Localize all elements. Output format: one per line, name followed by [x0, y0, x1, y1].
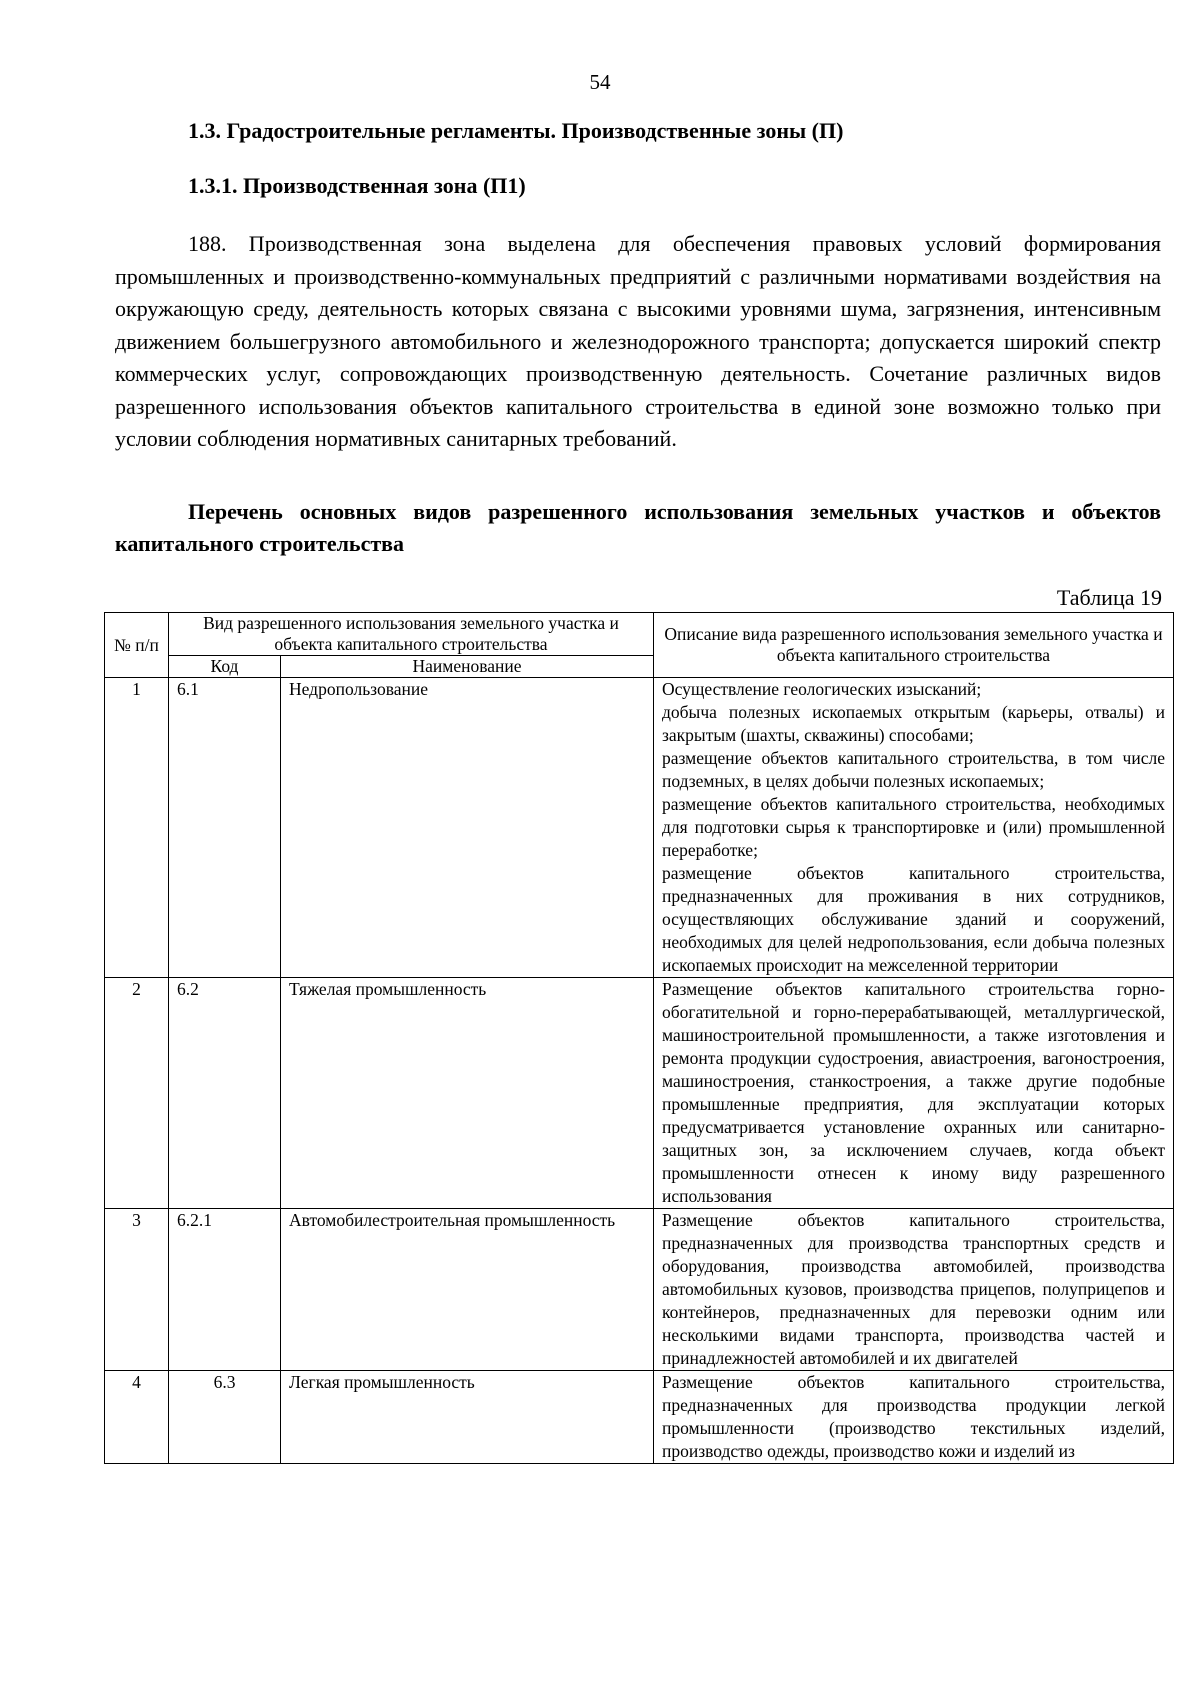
- page-number: 54: [589, 70, 611, 94]
- row-name: Легкая промышленность: [281, 1371, 654, 1464]
- section-heading: 1.3. Градостроительные регламенты. Производственные зоны (П): [188, 118, 844, 143]
- table-row: [105, 1371, 1174, 1464]
- table-row: [105, 1209, 1174, 1371]
- table-row: [105, 678, 1174, 978]
- header-use-group: Вид разрешенного использования земельного участка и объекта капитального строительства: [169, 613, 654, 656]
- row-description: [654, 1371, 1174, 1464]
- description-line: Осуществление геологических изысканий;: [662, 679, 982, 699]
- description-line: Размещение объектов капитального строительства, предназначенных для производства транспортных средств и оборудования, производства автомобилей, производства автомобильных кузовов, производства прицепов, полуприцепов и контейнеров, предназначенных для перевозки одним или несколькими видами транспорта, производства частей и принадлежностей автомобилей и их двигателей: [662, 1210, 1165, 1368]
- header-name: Наименование: [281, 656, 654, 678]
- description-line: размещение объектов капитального строительства, необходимых для подготовки сырья к транспортировке и (или) промышленной переработке;: [662, 794, 1165, 860]
- table-label: Таблица 19: [1056, 585, 1162, 610]
- row-num: 2: [105, 978, 169, 1209]
- subsection-heading: 1.3.1. Производственная зона (П1): [188, 173, 526, 198]
- row-num: 4: [105, 1371, 169, 1464]
- row-name: Автомобилестроительная промышленность: [281, 1209, 654, 1371]
- header-description: Описание вида разрешенного использования земельного участка и объекта капитального строительства: [654, 613, 1174, 678]
- paragraph-188: 188. Производственная зона выделена для обеспечения правовых условий формирования промышленных и производственно-коммунальных предприятий с различными нормативами воздействия на окружающую среду, деятельность которых связана с высокими уровнями шума, загрязнения, интенсивным движением большегрузного автомобильного и железнодорожного транспорта; допускается широкий спектр коммерческих услуг, сопровождающих производственную деятельность. Сочетание различных видов разрешенного использования объектов капитального строительства в единой зоне возможно только при условии соблюдения нормативных санитарных требований.: [115, 231, 1161, 451]
- row-name: Тяжелая промышленность: [281, 978, 654, 1209]
- header-num: № п/п: [105, 613, 169, 678]
- description-line: добыча полезных ископаемых открытым (карьеры, отвалы) и закрытым (шахты, скважины) способами;: [662, 702, 1165, 745]
- description-line: размещение объектов капитального строительства, предназначенных для проживания в них сотрудников, осуществляющих обслуживание зданий и сооружений, необходимых для целей недропользования, если добыча полезных ископаемых происходит на межселенной территории: [662, 863, 1165, 975]
- regulations-table: [104, 612, 1174, 1464]
- row-code: 6.1: [169, 678, 281, 978]
- row-description: [654, 1209, 1174, 1371]
- row-description: [654, 978, 1174, 1209]
- description-line: размещение объектов капитального строительства, в том числе подземных, в целях добычи полезных ископаемых;: [662, 748, 1165, 791]
- row-name: Недропользование: [281, 678, 654, 978]
- row-code: 6.3: [169, 1371, 281, 1464]
- table-row: [105, 978, 1174, 1209]
- description-line: Размещение объектов капитального строительства горно-обогатительной и горно-перерабатывающей, металлургической, машиностроительной промышленности, а также изготовления и ремонта продукции судостроения, авиастроения, вагоностроения, машиностроения, станкостроения, а также другие подобные промышленные предприятия, для эксплуатации которых предусматривается установление охранных или санитарно-защитных зон, за исключением случаев, когда объект промышленности отнесен к иному виду разрешенного использования: [662, 979, 1165, 1206]
- header-code: Код: [169, 656, 281, 678]
- row-code: 6.2: [169, 978, 281, 1209]
- list-title: Перечень основных видов разрешенного использования земельных участков и объектов капитального строительства: [115, 499, 1161, 556]
- description-line: Размещение объектов капитального строительства, предназначенных для производства продукции легкой промышленности (производство текстильных изделий, производство одежды, производство кожи и изделий из: [662, 1372, 1165, 1461]
- row-num: 1: [105, 678, 169, 978]
- row-code: 6.2.1: [169, 1209, 281, 1371]
- row-num: 3: [105, 1209, 169, 1371]
- row-description: [654, 678, 1174, 978]
